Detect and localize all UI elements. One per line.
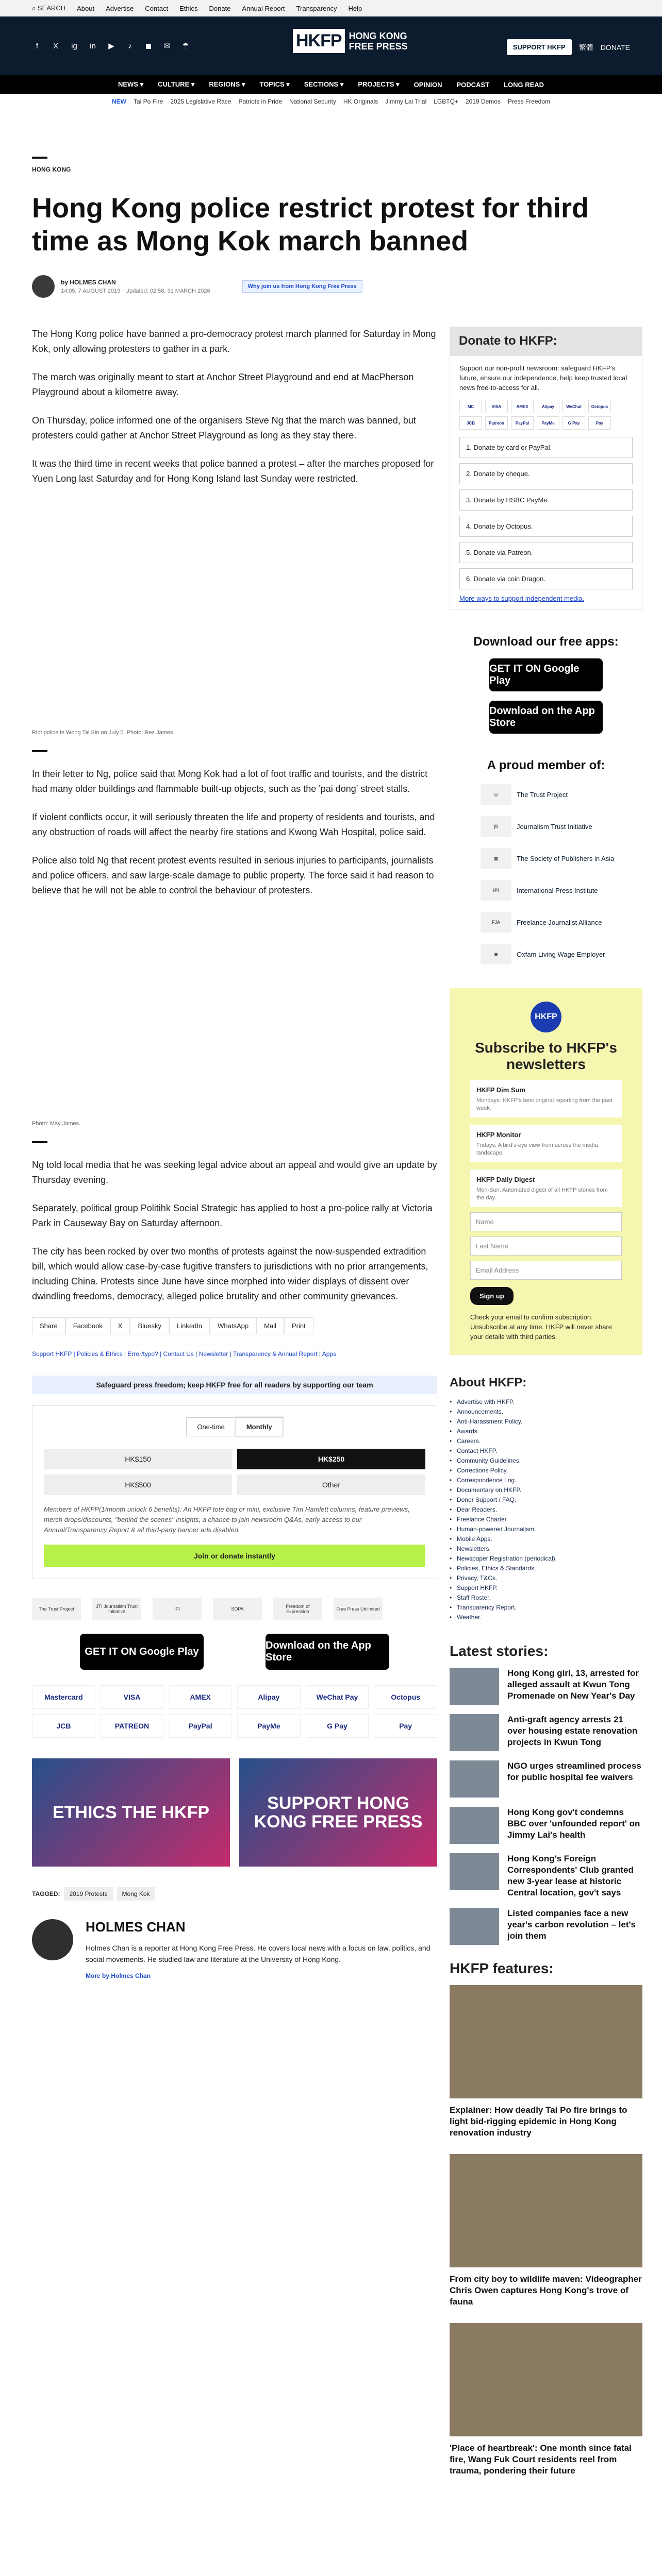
newsletter-option[interactable]: HKFP Monitor Fridays: A bird's-eye view from across the media landscape. [470,1125,622,1162]
payment-logo: G Pay [306,1714,369,1738]
topbar-advertise[interactable]: Advertise [106,4,134,12]
apps-title: Download our free apps: [473,635,619,649]
partner-logo[interactable]: SOPA [213,1598,262,1620]
payment-logo: Pay [374,1714,437,1738]
paragraph: The march was originally meant to start at Anchor Street Playground and end at MacPherson Playground about a kilometre away. [32,372,414,397]
about-link[interactable]: • Staff Roster. [450,1593,642,1603]
story-item[interactable] [450,1760,642,1798]
feature-image [450,2154,642,2267]
about-link[interactable]: • Transparency Report. [450,1603,642,1613]
donate-widget [450,327,642,610]
topbar-donate[interactable]: Donate [209,4,231,12]
support-video[interactable]: SUPPORT HONG KONG FREE PRESS [239,1758,437,1867]
topbar-annual-report[interactable]: Annual Report [242,4,285,12]
member-org[interactable]: ▦ The Society of Publishers in Asia [481,848,642,869]
name-field[interactable]: Name [470,1212,622,1231]
divider [32,1141,47,1143]
publish-date: 14:05, 7 AUGUST 2019 · Updated: 02:58, 31 MARCH 2026 [61,288,210,294]
feature-title: 'Place of heartbreak': One month since fatal fire, Wang Fuk Court residents reel from trauma, pondering their future [450,2443,632,2476]
story-thumbnail [450,1807,499,1844]
payment-logo: Alipay [537,400,559,413]
about-link[interactable]: • Advertise with HKFP. [450,1397,642,1407]
partner-logo[interactable]: The Trust Project [32,1598,81,1620]
x-icon[interactable]: X [53,41,58,50]
story-thumbnail [450,1760,499,1798]
author-avatar [32,1919,73,1960]
about-link[interactable]: • Support HKFP. [450,1583,642,1593]
author-name[interactable]: by HOLMES CHAN [61,279,116,286]
story-title: NGO urges streamlined process for public hospital fee waivers [507,1761,641,1782]
story-item[interactable] [450,1853,642,1899]
partner-logo[interactable]: Freedom of Expression [273,1598,322,1620]
payment-logo: AMEX [511,400,534,413]
tag[interactable]: 2019 Protests [64,1887,112,1901]
article-photo [32,911,437,1117]
donate-option[interactable]: 3. Donate by HSBC PayMe. [459,489,633,511]
about-link[interactable]: • Announcements. [450,1407,642,1417]
story-thumbnail [450,1853,499,1890]
topbar-transparency[interactable]: Transparency [296,4,337,12]
trending-bar [0,94,662,109]
payment-cards [459,400,633,430]
umbrella-icon[interactable]: ☂ [182,42,189,50]
member-org[interactable]: ◎ The Trust Project [481,784,642,805]
payment-logo: VISA [101,1685,164,1709]
payment-logo: Pay [588,416,611,430]
about-link[interactable]: • Anti-Harassment Policy. [450,1417,642,1427]
feature-item[interactable] [450,1985,642,2139]
donate-option[interactable]: 1. Donate by card or PayPal. [459,437,633,458]
story-title: Hong Kong girl, 13, arrested for alleged assault at Kwun Tong Promenade on New Year's Day [507,1668,639,1701]
story-item[interactable] [450,1807,642,1844]
trending-label: NEW [112,97,126,105]
logo-mark: HKFP [293,29,345,53]
about-link[interactable]: • Documentary on HKFP. [450,1485,642,1495]
topbar-ethics[interactable]: Ethics [179,4,198,12]
support-hkfp-button[interactable]: SUPPORT HKFP [507,39,572,55]
org-logo: IPI [481,880,511,901]
payment-logo: PayPal [169,1714,232,1738]
partner-logo[interactable]: IPI [153,1598,202,1620]
payment-logo: PayMe [537,416,559,430]
about-link[interactable]: • Donor Support / FAQ. [450,1495,642,1505]
google-play-button[interactable]: GET IT ON Google Play [489,658,603,691]
photo-caption: Photo: May James. [32,1121,81,1127]
member-org[interactable]: IPI International Press Institute [481,880,642,901]
payment-logo: Patreon [485,416,508,430]
nav-podcast[interactable]: PODCAST [456,80,490,89]
topbar-contact[interactable]: Contact [145,4,169,12]
member-org[interactable]: FJA Freelance Journalist Alliance [481,912,642,933]
payment-logo: JCB [459,416,482,430]
hkfp-logo: HKFP [531,1002,561,1032]
share-bar [32,1317,437,1334]
last-name-field[interactable]: Last Name [470,1236,622,1256]
paragraph: In their letter to Ng, police said that Mong Kok had a lot of foot traffic and tourists, and the district had many older buildings and flammable built-up objects, such as the 'pai dong' street stalls. [32,769,428,794]
site-logo[interactable] [293,29,408,53]
about-link[interactable]: • Dear Readers. [450,1505,642,1515]
more-ways-link[interactable]: More ways to support independent media. [459,595,585,602]
signup-button[interactable]: Sign up [470,1287,514,1305]
mail-icon[interactable]: ✉ [163,42,171,50]
nav-regions[interactable]: REGIONS ▾ [209,80,245,88]
latest-title: Latest stories: [450,1643,549,1659]
donate-option[interactable]: 2. Donate by cheque. [459,463,633,484]
nav-long-read[interactable]: LONG READ [504,80,544,89]
hkfp-features [450,1960,642,2477]
article-header [0,157,662,298]
share-mail-button[interactable]: Mail [256,1317,284,1334]
nav-projects[interactable]: PROJECTS ▾ [358,80,400,88]
about-link[interactable]: • Newsletters. [450,1544,642,1554]
about-link[interactable]: • Awards. [450,1427,642,1436]
topbar-help[interactable]: Help [348,4,362,12]
trending-item[interactable]: LGBTQ+ [434,97,458,105]
tag[interactable]: Mong Kok [117,1887,155,1901]
latest-stories [450,1643,642,1945]
tiktok-icon[interactable]: ♪ [128,41,132,50]
payment-logo: PayMe [237,1714,301,1738]
member-org[interactable]: jti Journalism Trust Initiative [481,816,642,837]
paragraph: It was the third time in recent weeks that police banned a protest – after the marches proposed for Yuen Long last Saturday and for Hong Kong Island last Sunday were restricted. [32,459,434,484]
nav-sections[interactable]: SECTIONS ▾ [304,80,344,88]
app-store-button[interactable]: Download on the App Store [266,1634,389,1670]
feature-item[interactable] [450,2154,642,2308]
donation-form [32,1405,437,1579]
about-link[interactable]: • Careers. [450,1436,642,1446]
payment-logo: Octopus [588,400,611,413]
member-title: A proud member of: [487,758,605,772]
sidebar [450,327,642,2492]
amount-option[interactable]: HK$150 [44,1449,232,1469]
payment-logo: PayPal [511,416,534,430]
author-box-name[interactable]: HOLMES CHAN [86,1919,186,1935]
share-linkedin-button[interactable]: LinkedIn [169,1317,210,1334]
logo-text: HONG KONG FREE PRESS [349,30,408,52]
nav-opinion[interactable]: OPINION [413,80,442,89]
story-thumbnail [450,1714,499,1751]
amount-option-other[interactable]: Other [237,1475,425,1495]
support-links[interactable]: Support HKFP | Policies & Ethics | Error/typo? | Contact Us | Newsletter | Transparency & Annual Report | Apps [32,1346,437,1362]
paragraph: Separately, political group Politihk Social Strategic has applied to host a pro-police rally at Victoria Park in Causeway Bay on Saturday afternoon. [32,1203,433,1228]
member-benefits: Members of HKFP(1/month unlock 6 benefits): An HKFP tote bag or mini, exclusive Tim Hamlett columns, feature previews, merch drops/discounts, "behind the scenes" insights, a chance to join newsroom Q&As, early access to our Annual/Transparency Report & all third-party banner ads disabled. [44,1505,410,1534]
nav-topics[interactable]: TOPICS ▾ [259,80,290,88]
youtube-icon[interactable]: ▶ [108,42,114,50]
story-title: Hong Kong gov't condemns BBC over 'unfounded report' on Jimmy Lai's health [507,1807,640,1840]
about-link[interactable]: • Human-powered Journalism. [450,1524,642,1534]
share-bluesky-button[interactable]: Bluesky [130,1317,169,1334]
payment-logo: WeChat Pay [306,1685,369,1709]
trending-item[interactable]: 2019 Demos [465,97,501,105]
trending-item[interactable]: National Security [289,97,336,105]
donate-title: Donate to HKFP: [450,327,642,355]
google-play-button[interactable]: GET IT ON Google Play [80,1634,204,1670]
app-store-button[interactable]: Download on the App Store [489,701,603,734]
org-logo: FJA [481,912,511,933]
payment-logo: Octopus [374,1685,437,1709]
video-row [32,1758,437,1867]
nav-news[interactable]: NEWS ▾ [118,80,144,88]
story-item[interactable] [450,1668,642,1705]
story-title: Listed companies face a new year's carbon revolution – let's join them [507,1908,636,1941]
feature-image [450,2323,642,2436]
payment-logo: AMEX [169,1685,232,1709]
about-link[interactable]: • Community Guidelines. [450,1456,642,1466]
paragraph: The city has been rocked by over two months of protests against the now-suspended extradition bill, which would allow case-by-case fugitive transfers to jurisdictions with no prior arrangements, including China. Protests since June have since morphed into wider displays of dissent over dwindling freedoms, democracy, alleged police brutality and other community grievances. [32,1246,428,1301]
payment-logo: Alipay [237,1685,301,1709]
payment-logo: VISA [485,400,508,413]
member-org[interactable]: ◉ Oxfam Living Wage Employer [481,944,642,964]
newsletter-widget [450,988,642,1355]
feature-title: From city boy to wildlife maven: Videographer Chris Owen captures Hong Kong's trove of fauna [450,2274,642,2307]
paragraph: On Thursday, police informed one of the organisers Steve Ng that the march was banned, but protesters could gather at Anchor Street Playground as long as they stay there. [32,415,416,440]
story-thumbnail [450,1908,499,1945]
share-x-button[interactable]: X [110,1317,130,1334]
share-label: Share [32,1317,65,1334]
paragraph: If violent conflicts occur, it will seriously threaten the life and property of residents and tourists, and any obstruction of roads will affect the nearby fire stations and Kwong Wah Hospital, police said. [32,812,435,837]
ethics-video[interactable]: ETHICS THE HKFP [32,1758,230,1867]
site-header [0,16,662,75]
divider [32,157,47,159]
partner-logos [32,1598,437,1620]
donate-text: Support our non-profit newsroom: safeguard HKFP's future, ensure our independence, help keep trusted local news free-to-access for all. [459,364,627,392]
story-title: Anti-graft agency arrests 21 over housing estate renovation projects in Kwun Tong [507,1715,638,1747]
amount-options [44,1449,425,1495]
story-item[interactable] [450,1714,642,1751]
about-title: About HKFP: [450,1376,527,1389]
one-time-option[interactable]: One-time [186,1417,235,1436]
newsletter-option[interactable]: HKFP Daily Digest Mon-Sun: Automated digest of all HKFP stories from the day. [470,1170,622,1207]
divider [32,750,47,752]
paragraph: Ng told local media that he was seeking legal advice about an appeal and would give an update by Thursday evening. [32,1160,437,1185]
amount-option-selected[interactable]: HK$250 [237,1449,425,1469]
payment-logo: PATREON [101,1714,164,1738]
search-link[interactable]: ⌕ SEARCH [32,4,66,12]
app-store-row [32,1634,437,1670]
search-icon: ⌕ [32,4,36,12]
story-item[interactable] [450,1908,642,1945]
safeguard-banner: Safeguard press freedom; keep HKFP free for all readers by supporting our team [32,1376,437,1394]
newsletter-title: Subscribe to HKFP's newsletters [475,1040,617,1072]
about-link[interactable]: • Policies, Ethics & Standards. [450,1564,642,1573]
author-box [32,1919,437,1979]
linkedin-icon[interactable]: in [90,41,96,50]
feature-item[interactable] [450,2323,642,2477]
feature-image [450,1985,642,2098]
app-icon[interactable]: ◼ [145,42,152,50]
author-bio: Holmes Chan is a reporter at Hong Kong Free Press. He covers local news with a focus on law, politics, and social movements. He studied law and literature at the University of Hong Kong. [86,1944,431,1963]
donate-option[interactable]: 6. Donate via coin Dragon. [459,568,633,589]
about-link[interactable]: • Corrections Policy. [450,1466,642,1476]
partner-logo[interactable]: Free Press Unlimited [334,1598,383,1620]
topbar-about[interactable]: About [77,4,95,12]
share-whatsapp-button[interactable]: WhatsApp [210,1317,256,1334]
org-logo: ▦ [481,848,511,869]
story-title: Hong Kong's Foreign Correspondents' Club granted new 3-year lease at historic Central location, gov't says [507,1854,634,1897]
payment-logo: G Pay [562,416,585,430]
about-link[interactable]: • Contact HKFP. [450,1446,642,1456]
donate-option[interactable]: 5. Donate via Patreon. [459,542,633,563]
nav-culture[interactable]: CULTURE ▾ [158,80,195,88]
about-link[interactable]: • Correspondence Log. [450,1476,642,1485]
paragraph: The Hong Kong police have banned a pro-democracy protest march planned for Saturday in Mong Kok, only allowing protesters to gather in a park. [32,329,436,354]
about-link[interactable]: • Newspaper Registration (periodical). [450,1554,642,1564]
email-field[interactable]: Email Address [470,1261,622,1280]
article-category[interactable]: HONG KONG [32,166,71,173]
partner-logo[interactable]: JTI Journalism Trust Initiative [92,1598,141,1620]
paragraph: Police also told Ng that recent protest events resulted in serious injuries to participants, journalists and police officers, and saw large-scale damage to public property. The force said it had reason to believe that he will not be able to control the behaviour of protesters. [32,855,434,895]
trending-item[interactable]: Press Freedom [507,97,550,105]
payment-logo: JCB [32,1714,95,1738]
payment-methods [32,1685,437,1738]
more-by-author-link[interactable]: More by Holmes Chan [86,1972,151,1979]
frequency-toggle [44,1417,425,1436]
trending-item[interactable]: Patriots in Pride [238,97,283,105]
payment-logo: MC [459,400,482,413]
trending-item[interactable]: 2025 Legislative Race [170,97,231,105]
org-logo: ◉ [481,944,511,964]
newsletter-option[interactable]: HKFP Dim Sum Mondays: HKFP's best original reporting from the past week. [470,1080,622,1117]
about-link[interactable]: • Weather. [450,1613,642,1622]
join-button[interactable]: Join or donate instantly [44,1545,425,1567]
instagram-icon[interactable]: ig [71,41,77,50]
share-facebook-button[interactable]: Facebook [65,1317,110,1334]
photo-caption: Riot police in Wong Tai Sin on July 5. Photo: Rez James. [32,730,175,736]
about-link[interactable]: • Privacy, T&Cs. [450,1573,642,1583]
article-body [32,327,437,1979]
feature-title: Explainer: How deadly Tai Po fire brings to light bid-rigging epidemic in Hong Kong renovation industry [450,2105,627,2138]
trending-item[interactable]: Tai Po Fire [134,97,163,105]
payment-logo: Mastercard [32,1685,95,1709]
share-print-button[interactable]: Print [284,1317,313,1334]
features-title: HKFP features: [450,1960,554,1976]
org-logo: jti [481,816,511,837]
about-list [450,1376,642,1622]
story-thumbnail [450,1668,499,1705]
donate-link[interactable]: DONATE [600,43,630,52]
top-utility-bar [0,0,662,16]
article-title: Hong Kong police restrict protest for third time as Mong Kok march banned [32,193,589,257]
trending-item[interactable]: HK Originals [343,97,378,105]
about-link[interactable]: • Mobile Apps. [450,1534,642,1544]
donate-option[interactable]: 4. Donate by Octopus. [459,516,633,537]
social-links [32,41,191,51]
main-nav [0,75,662,94]
about-link[interactable]: • Freelance Charter. [450,1515,642,1524]
tags-label: TAGGED: [32,1890,60,1897]
author-avatar [32,275,55,298]
monthly-option[interactable]: Monthly [236,1417,283,1436]
amount-option[interactable]: HK$500 [44,1475,232,1495]
language-switch[interactable]: 繁體 [578,43,593,52]
org-logo: ◎ [481,784,511,805]
article-photo [32,500,437,726]
byline [32,275,630,298]
why-join-banner[interactable]: Why join us from Hong Kong Free Press [242,280,362,293]
facebook-icon[interactable]: f [36,41,39,50]
payment-logo: WeChat [562,400,585,413]
tags [32,1887,437,1901]
trending-item[interactable]: Jimmy Lai Trial [385,97,427,105]
newsletter-note: Check your email to confirm subscription. Unsubscribe at any time. HKFP will never share your details with third parties. [470,1313,613,1341]
